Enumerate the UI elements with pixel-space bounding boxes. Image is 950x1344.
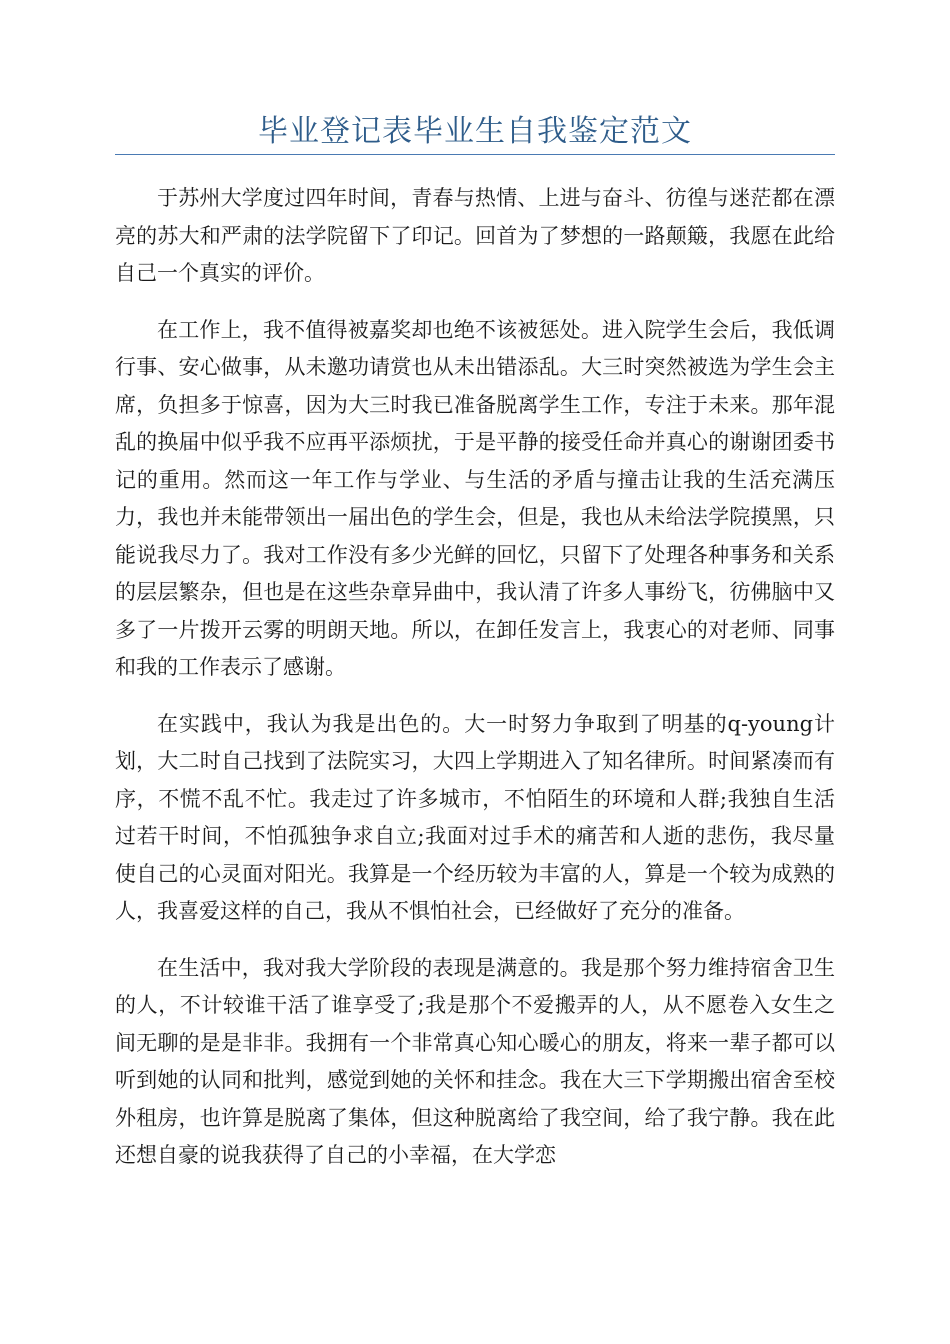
paragraph-intro: 于苏州大学度过四年时间，青春与热情、上进与奋斗、彷徨与迷茫都在漂亮的苏大和严肃的法学院留下了印记。回首为了梦想的一路颠簸，我愿在此给自己一个真实的评价。 [115,186,835,285]
paragraph-life: 在生活中，我对我大学阶段的表现是满意的。我是那个努力维持宿舍卫生的人，不计较谁干活了谁享受了;我是那个不爱搬弄的人，从不愿卷入女生之间无聊的是是非非。我拥有一个非常真心知心暖心的朋友，将来一辈子都可以听到她的认同和批判，感觉到她的关怀和挂念。我在大三下学期搬出宿舍至校外租房，也许算是脱离了集体，但这种脱离给了我空间，给了我宁静。我在此还想自豪的说我获得了自己的小幸福，在大学恋 [115,955,835,1167]
document-title: 毕业登记表毕业生自我鉴定范文 [258,114,692,149]
paragraph-practice: 在实践中，我认为我是出色的。大一时努力争取到了明基的q-young计划，大二时自己找到了法院实习，大四上学期进入了知名律所。时间紧凑而有序，不慌不乱不忙。我走过了许多城市，不怕陌生的环境和人群;我独自生活过若干时间，不怕孤独争求自立;我面对过手术的痛苦和人逝的悲伤，我尽量使自己的心灵面对阳光。我算是一个经历较为丰富的人，算是一个较为成熟的人，我喜爱这样的自己，我从不惧怕社会，已经做好了充分的准备。 [115,711,835,923]
paragraph-work: 在工作上，我不值得被嘉奖却也绝不该被惩处。进入院学生会后，我低调行事、安心做事，从未邀功请赏也从未出错添乱。大三时突然被选为学生会主席，负担多于惊喜，因为大三时我已准备脱离学生工作，专注于未来。那年混乱的换届中似乎我不应再平添烦扰，于是平静的接受任命并真心的谢谢团委书记的重用。然而这一年工作与学业、与生活的矛盾与撞击让我的生活充满压力，我也并未能带领出一届出色的学生会，但是，我也从未给法学院摸黑，只能说我尽力了。我对工作没有多少光鲜的回忆，只留下了处理各种事务和关系的层层繁杂，但也是在这些杂章异曲中，我认清了许多人事纷飞，彷佛脑中又多了一片拨开云雾的明朗天地。所以，在卸任发言上，我衷心的对老师、同事和我的工作表示了感谢。 [115,317,835,679]
title-underline [115,154,835,155]
document-body [115,180,835,1194]
